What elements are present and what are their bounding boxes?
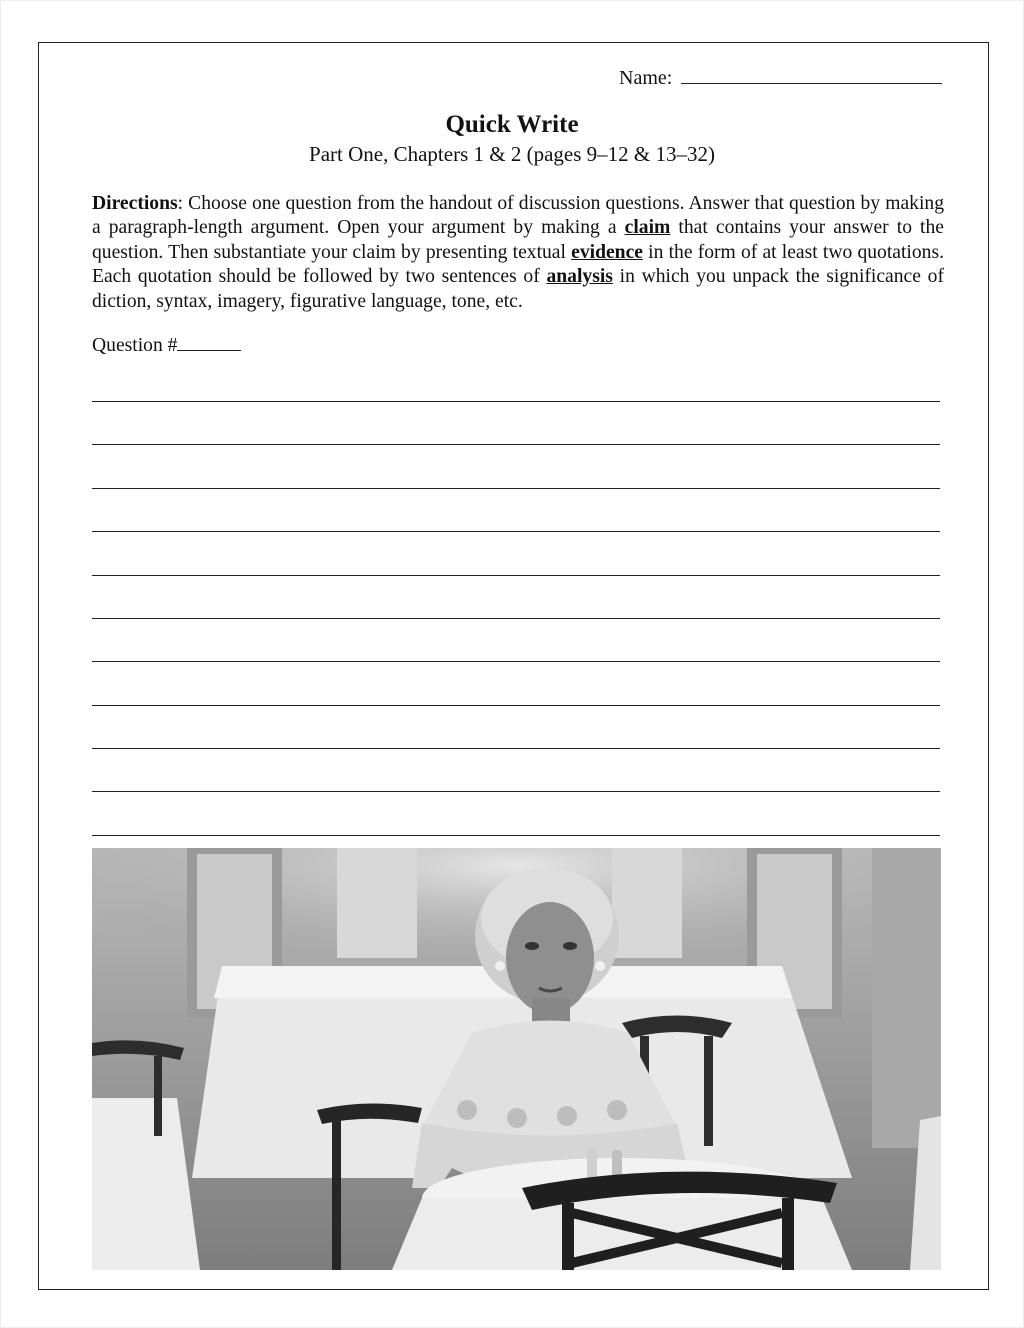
directions-paragraph bbox=[92, 192, 944, 314]
photo-film-still-icon bbox=[92, 848, 941, 1270]
keyword-claim: claim bbox=[624, 217, 671, 239]
name-field bbox=[619, 64, 942, 90]
question-label: Question # bbox=[92, 335, 178, 356]
directions-text-2: that contains your answer to the question. Then substantiate your claim by presenting textual bbox=[92, 217, 944, 263]
name-label: Name: bbox=[619, 67, 673, 89]
answer-line[interactable] bbox=[92, 705, 940, 706]
keyword-analysis: analysis bbox=[546, 266, 613, 288]
answer-line[interactable] bbox=[92, 575, 940, 576]
question-number-blank[interactable] bbox=[177, 332, 241, 351]
page-subtitle: Part One, Chapters 1 & 2 (pages 9–12 & 13–32) bbox=[309, 142, 715, 166]
page-title: Quick Write bbox=[445, 111, 579, 138]
answer-line[interactable] bbox=[92, 488, 940, 489]
directions-text-3: in the form of at least two quotations. Each quotation should be followed by two sentences of bbox=[92, 241, 944, 288]
directions-label: Directions bbox=[92, 193, 178, 214]
answer-line[interactable] bbox=[92, 791, 940, 792]
directions-text-4: in which you unpack the significance of diction, syntax, imagery, figurative language, tone, etc. bbox=[92, 266, 944, 312]
name-blank[interactable] bbox=[681, 64, 942, 84]
answer-line[interactable] bbox=[92, 401, 940, 402]
answer-line[interactable] bbox=[92, 835, 940, 836]
directions-text-1: : Choose one question from the handout of discussion questions. Answer that question by making a paragraph-length argument. Open your argument by making a bbox=[92, 193, 944, 239]
answer-line[interactable] bbox=[92, 748, 940, 749]
answer-line[interactable] bbox=[92, 661, 940, 662]
answer-line[interactable] bbox=[92, 531, 940, 532]
film-still-photo bbox=[92, 848, 941, 1270]
answer-line[interactable] bbox=[92, 444, 940, 445]
question-number-field bbox=[92, 332, 241, 358]
answer-line[interactable] bbox=[92, 618, 940, 619]
keyword-evidence: evidence bbox=[571, 241, 643, 263]
